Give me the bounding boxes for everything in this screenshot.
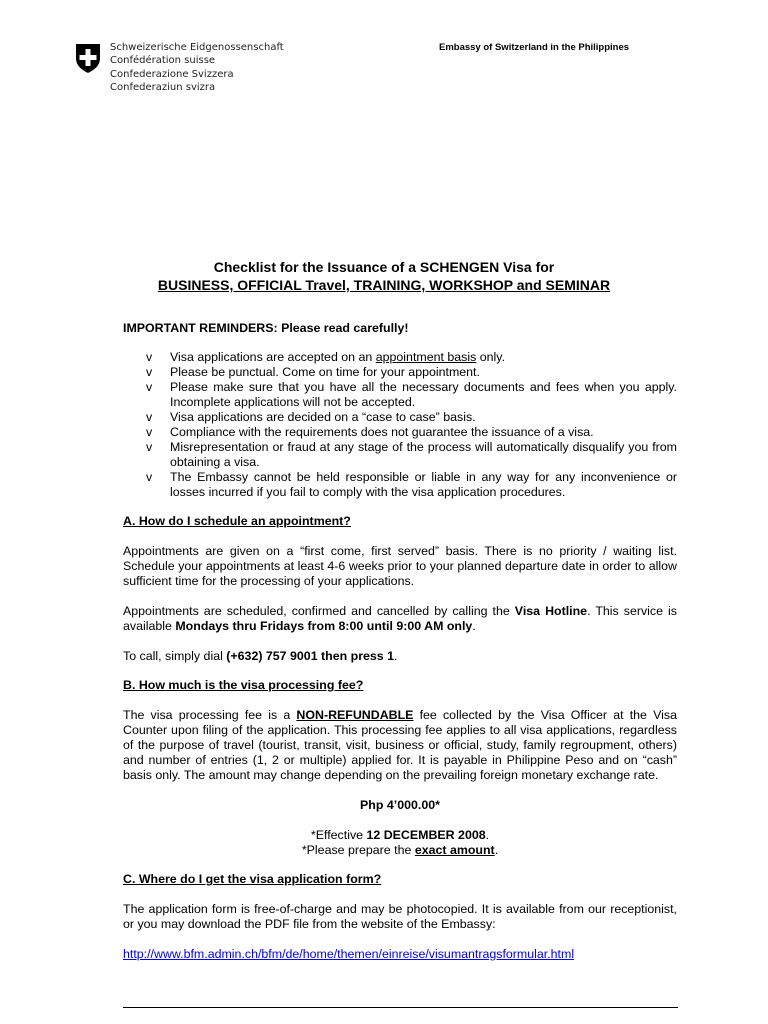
section-a-paragraph: Appointments are given on a “first come, first served” basis. There is no priority / waiting list. Schedule your appointments at least 4-6 weeks prior to your planned departure date in order to allow sufficient time for the processing of your applications. — [123, 544, 677, 588]
reminder-text: The Embassy cannot be held responsible or liable in any way for any inconvenience or losses incurred if you fail to comply with the visa application procedures. — [170, 470, 677, 499]
section-a-call-paragraph — [123, 649, 677, 664]
section-c-link-line — [123, 947, 677, 962]
hotline-hours: Mondays thru Fridays from 8:00 until 9:00 AM only — [175, 619, 473, 633]
text-run: fee collected by the Visa Officer at the Visa Counter upon filing of the application. This processing fee applies to all visa applications, regardless of the purpose of travel (tourist, transit, visit, business or official, study, family regroupment, others) and number of entries (1, 2 or multiple) applied for. It is payable in Philippine Peso and on “cash” basis only. The amount may change depending on the prevailing foreign monetary exchange rate. — [123, 708, 677, 782]
list-item — [123, 350, 677, 365]
confederation-names — [110, 41, 284, 94]
text-run: *Please prepare the — [301, 843, 415, 857]
text-run: . — [472, 619, 476, 633]
reminder-text: Misrepresentation or fraud at any stage of the process will automatically disqualify you from obtaining a visa. — [170, 440, 677, 469]
bullet-marker: v — [146, 365, 153, 379]
appointment-basis-text: appointment basis — [375, 350, 477, 364]
section-c-paragraph: The application form is free-of-charge and may be photocopied. It is available from our receptionist, or you may download the PDF file from the website of the Embassy: — [123, 902, 677, 931]
reminders-list — [123, 350, 677, 500]
application-form-link[interactable]: http://www.bfm.admin.ch/bfm/de/home/themen/einreise/visumantragsformular.html — [123, 947, 575, 961]
text-run: . This service is available — [123, 604, 677, 633]
embassy-name: Embassy of Switzerland in the Philippines — [439, 42, 630, 53]
confederation-line: Confédération suisse — [110, 55, 216, 67]
confederation-line: Confederaziun svizra — [110, 81, 216, 93]
list-item — [123, 425, 677, 440]
section-b-paragraph — [123, 708, 677, 783]
text-run: . — [485, 828, 490, 842]
section-c-heading: C. Where do I get the visa application form? — [123, 872, 382, 886]
reminder-text: Please make sure that you have all the necessary documents and fees when you apply. Incomplete applications will not be accepted. — [170, 380, 677, 409]
text-run: Appointments are scheduled, confirmed and cancelled by calling the — [123, 604, 515, 618]
hotline-number: (+632) 757 9001 then press 1 — [226, 649, 395, 663]
reminder-text: Visa applications are accepted on an — [170, 350, 376, 364]
list-item — [123, 410, 677, 425]
reminder-text: Please be punctual. Come on time for your appointment. — [170, 365, 480, 379]
visa-hotline-label: Visa Hotline — [514, 604, 588, 618]
confederation-line: Confederazione Svizzera — [110, 68, 234, 80]
bullet-marker: v — [146, 470, 153, 484]
section-a-hotline-paragraph — [123, 604, 677, 634]
list-item — [123, 380, 677, 410]
reminder-text: only. — [476, 350, 506, 364]
text-run: . — [394, 649, 398, 663]
bullet-marker: v — [146, 350, 153, 364]
bullet-marker: v — [146, 425, 153, 439]
fee-amount-text: Php 4’000.00* — [360, 798, 440, 812]
non-refundable-label: NON-REFUNDABLE — [296, 708, 414, 722]
swiss-crest-icon — [74, 42, 102, 74]
bullet-marker: v — [146, 440, 153, 454]
section-b-heading: B. How much is the visa processing fee? — [123, 678, 364, 692]
bullet-marker: v — [146, 410, 153, 424]
fee-effective-date — [123, 828, 677, 843]
confederation-line: Schweizerische Eidgenossenschaft — [110, 42, 284, 53]
effective-date: 12 DECEMBER 2008 — [366, 828, 486, 842]
text-run: *Effective — [310, 828, 367, 842]
document-body — [123, 321, 677, 962]
bullet-marker: v — [146, 380, 153, 394]
page-title: Checklist for the Issuance of a SCHENGEN Visa for — [213, 259, 555, 275]
reminder-text: Visa applications are decided on a “case to case” basis. — [170, 410, 476, 424]
reminder-text: Compliance with the requirements does not guarantee the issuance of a visa. — [170, 425, 594, 439]
list-item — [123, 365, 677, 380]
fee-exact-amount-note — [123, 843, 677, 858]
list-item — [123, 470, 677, 500]
section-a-heading: A. How do I schedule an appointment? — [123, 514, 351, 528]
exact-amount-label: exact amount — [414, 843, 495, 857]
footer-divider — [123, 1007, 678, 1008]
page-subtitle — [0, 277, 768, 293]
text-run: To call, simply dial — [123, 649, 227, 663]
list-item — [123, 440, 677, 470]
fee-amount — [123, 798, 677, 813]
text-run: The visa processing fee is a — [123, 708, 297, 722]
text-run: . — [494, 843, 499, 857]
reminders-heading: IMPORTANT REMINDERS: Please read carefully! — [123, 321, 409, 335]
page-subtitle-text: BUSINESS, OFFICIAL Travel, TRAINING, WORKSHOP and SEMINAR — [157, 277, 611, 293]
